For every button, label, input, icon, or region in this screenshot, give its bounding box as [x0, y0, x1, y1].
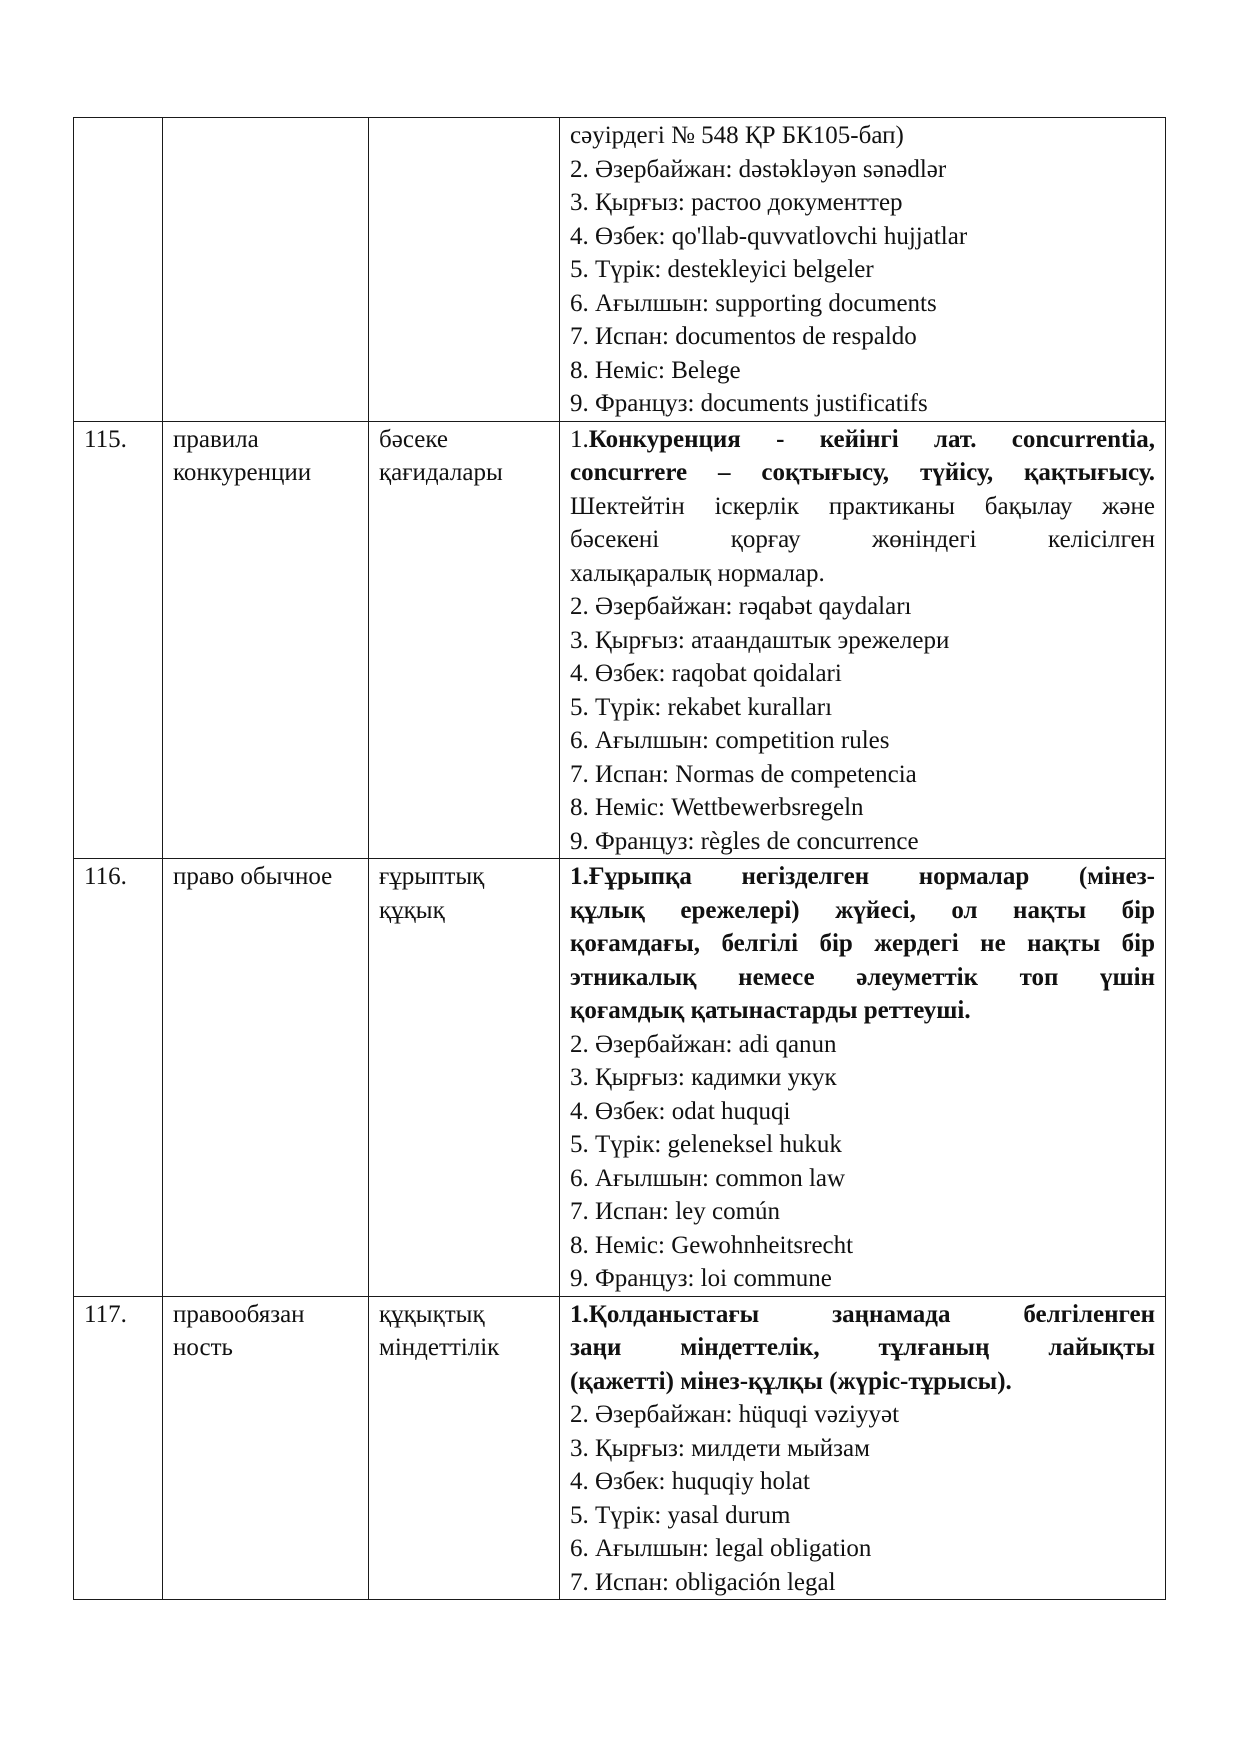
definition-text: сәуірдегі № 548 ҚР БК105-бап) [570, 122, 904, 149]
translation-line: 8. Неміс: Belege [570, 356, 741, 384]
definition-cell [560, 421, 1166, 859]
russian-term-cell [163, 859, 369, 1297]
translation-line: 6. Ағылшын: competition rules [570, 727, 890, 754]
russian-term: ность [173, 1334, 233, 1361]
table-row [74, 1296, 1166, 1600]
translation-line: 2. Әзербайжан: dəstəkləyən sənədlər [570, 155, 947, 183]
row-number: 117. [84, 1300, 127, 1328]
translation-line: 9. Француз: loi commune [570, 1265, 832, 1292]
russian-term: правообязан [173, 1300, 305, 1328]
kazakh-term-cell [369, 118, 560, 422]
translation-line: 7. Испан: obligación legal [570, 1568, 836, 1596]
translation-line: 8. Неміс: Wettbewerbsregeln [570, 794, 864, 821]
translation-line: 2. Әзербайжан: hüquqi vəziyyət [570, 1401, 900, 1428]
russian-term: конкуренции [173, 459, 312, 486]
definition-bold-text: құлық ережелері) жүйесі, ол нақты бір [570, 896, 1155, 924]
kazakh-term: міндеттілік [379, 1334, 500, 1361]
kazakh-term: құқық [379, 896, 445, 924]
russian-term-cell [163, 421, 369, 859]
kazakh-term: бәсеке [379, 425, 448, 453]
definition-bold-text: қоғамдағы, белгілі бір жердегі не нақты бір [570, 930, 1155, 957]
definition-text: бәсекені қорғау жөніндегі келісілген [570, 526, 1155, 553]
translation-line: 7. Испан: Normas de competencia [570, 760, 917, 788]
row-number: 116. [84, 863, 127, 890]
definition-bold-text: 1.Ғұрыпқа негізделген нормалар (мінез- [570, 863, 1155, 890]
definition-bold-text: қоғамдық қатынастарды реттеуші. [570, 997, 971, 1024]
translation-line: 5. Түрік: destekleyici belgeler [570, 256, 874, 283]
translation-line: 2. Әзербайжан: rəqabət qaydaları [570, 593, 912, 620]
definition-bold-text: concurrere – соқтығысу, түйісу, қақтығысу. [570, 459, 1155, 486]
translation-line: 6. Ағылшын: common law [570, 1164, 846, 1192]
definition-number: 1. [570, 425, 589, 453]
translation-line: 7. Испан: ley común [570, 1198, 781, 1225]
definition-bold-text: (қажетті) мінез-құлқы (жүріс-тұрысы). [570, 1367, 1012, 1395]
definition-cell [560, 118, 1166, 422]
translation-line: 4. Өзбек: huquqiy holat [570, 1468, 810, 1495]
definition-text: Шектейтін іскерлік практиканы бақылау және [570, 492, 1155, 520]
russian-term-cell [163, 118, 369, 422]
translation-line: 3. Қырғыз: атаандаштык эрежелери [570, 626, 950, 654]
definition-bold-text: заңи міндеттелік, тұлғаның лайықты [570, 1334, 1155, 1361]
translation-line: 6. Ағылшын: legal obligation [570, 1535, 872, 1562]
row-number-cell [74, 859, 163, 1297]
table-row [74, 859, 1166, 1297]
definition-bold-text: этникалық немесе әлеуметтік топ үшін [570, 963, 1155, 991]
translation-line: 3. Қырғыз: растоо документтер [570, 189, 903, 216]
row-number-cell [74, 1296, 163, 1600]
definition-cell [560, 859, 1166, 1297]
definition-text: халықаралық нормалар. [570, 559, 825, 587]
russian-term: право обычное [173, 863, 333, 890]
definition-bold-text: Конкуренция - кейінгі лат. concurrentia, [588, 425, 1155, 453]
translation-line: 9. Француз: règles de concurrence [570, 827, 919, 855]
translation-line: 5. Түрік: geleneksel hukuk [570, 1131, 842, 1158]
kazakh-term: ғұрыптық [379, 863, 485, 890]
translation-line: 3. Қырғыз: милдети мыйзам [570, 1434, 870, 1462]
table-row [74, 118, 1166, 422]
row-number-cell [74, 421, 163, 859]
kazakh-term-cell [369, 421, 560, 859]
definition-cell [560, 1296, 1166, 1600]
kazakh-term-cell [369, 1296, 560, 1600]
translation-line: 9. Француз: documents justificatifs [570, 390, 928, 417]
translation-line: 4. Өзбек: qo'llab-quvvatlovchi hujjatlar [570, 222, 968, 250]
glossary-table [73, 117, 1166, 1600]
kazakh-term: құқықтық [379, 1300, 485, 1328]
translation-line: 6. Ағылшын: supporting documents [570, 289, 937, 317]
translation-line: 4. Өзбек: raqobat qoidalari [570, 660, 842, 687]
translation-line: 4. Өзбек: odat huquqi [570, 1097, 791, 1125]
translation-line: 3. Қырғыз: кадимки укук [570, 1064, 837, 1091]
translation-line: 7. Испан: documentos de respaldo [570, 323, 917, 350]
row-number-cell [74, 118, 163, 422]
definition-heading [570, 423, 1155, 457]
translation-line: 8. Неміс: Gewohnheitsrecht [570, 1231, 854, 1259]
definition-bold-text: 1.Қолданыстағы заңнамада белгіленген [570, 1300, 1155, 1328]
kazakh-term: қағидалары [379, 459, 503, 486]
russian-term: правила [173, 425, 259, 453]
row-number: 115. [84, 425, 127, 453]
kazakh-term-cell [369, 859, 560, 1297]
table-row [74, 421, 1166, 859]
translation-line: 5. Түрік: rekabet kuralları [570, 693, 833, 721]
russian-term-cell [163, 1296, 369, 1600]
translation-line: 2. Әзербайжан: adi qanun [570, 1030, 837, 1058]
translation-line: 5. Түрік: yasal durum [570, 1501, 791, 1529]
